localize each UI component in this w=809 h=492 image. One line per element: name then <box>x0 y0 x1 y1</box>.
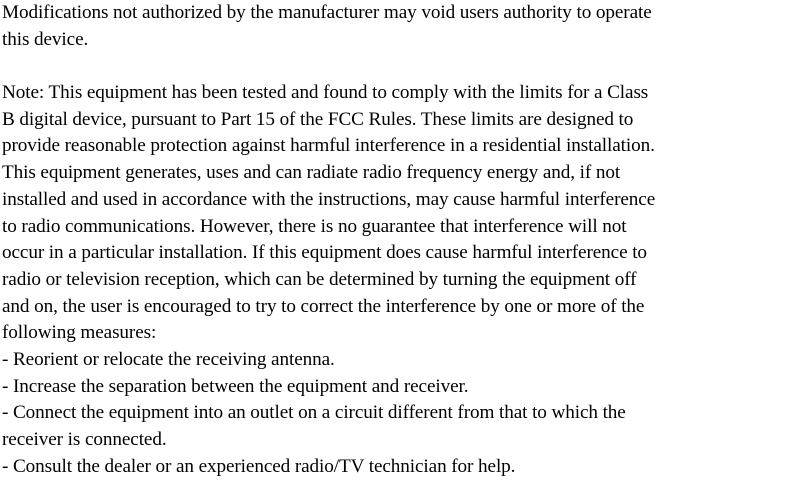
text-line: Modifications not authorized by the manufacturer may void users authority to operate <box>2 2 652 23</box>
text-line: provide reasonable protection against harmful interference in a residential installation. <box>2 135 655 157</box>
measure-item-continuation: receiver is connected. <box>2 429 167 451</box>
measure-item: - Increase the separation between the equipment and receiver. <box>2 375 469 397</box>
measure-item: - Connect the equipment into an outlet on a circuit different from that to which the <box>2 402 626 424</box>
modification-warning-paragraph <box>2 0 807 53</box>
measure-item: - Consult the dealer or an experienced radio/TV technician for help. <box>2 455 516 477</box>
text-line: installed and used in accordance with the instructions, may cause harmful interference <box>2 188 656 210</box>
text-line: Note: This equipment has been tested and found to comply with the limits for a Class <box>2 82 649 103</box>
text-line: This equipment generates, uses and can radiate radio frequency energy and, if not <box>2 162 621 184</box>
text-line: radio or television reception, which can be determined by turning the equipment off <box>2 268 637 290</box>
text-line: B digital device, pursuant to Part 15 of the FCC Rules. These limits are designed to <box>2 108 634 130</box>
measure-item: - Reorient or relocate the receiving antenna. <box>2 349 335 371</box>
text-line: this device. <box>2 28 89 50</box>
text-line: following measures: <box>2 322 157 344</box>
text-line: occur in a particular installation. If this equipment does cause harmful interference to <box>2 242 647 264</box>
text-line: and on, the user is encouraged to try to correct the interference by one or more of the <box>2 295 645 317</box>
fcc-compliance-note <box>2 80 809 481</box>
text-line: to radio communications. However, there is no guarantee that interference will not <box>2 215 627 237</box>
measures-list <box>2 347 809 481</box>
